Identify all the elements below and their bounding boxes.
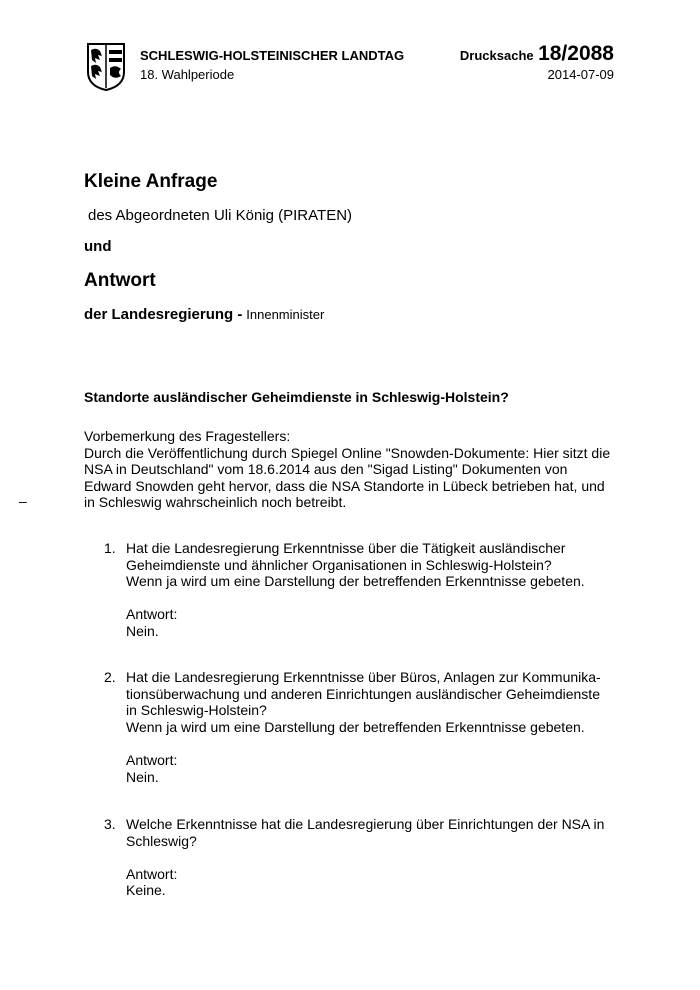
und-line: und (84, 238, 112, 255)
answer-label: Antwort: (126, 751, 178, 768)
question-line: tionsüberwachung und anderen Einrichtungen ausländischer Geheimdienste (126, 685, 600, 702)
document-date: 2014-07-09 (547, 67, 614, 82)
margin-mark: – (19, 493, 27, 509)
question-line: Hat die Landesregierung Erkenntnisse über die Tätigkeit ausländischer (126, 540, 566, 556)
legislative-period: 18. Wahlperiode (140, 67, 235, 82)
question-number: 3. (104, 816, 116, 832)
answer-text: Keine. (126, 882, 166, 899)
question-line: Schleswig? (126, 832, 197, 849)
drucksache-number: 18/2088 (538, 42, 614, 65)
answer-text: Nein. (126, 622, 159, 639)
question-number: 2. (104, 669, 116, 685)
question-line: in Schleswig-Holstein? (126, 702, 267, 719)
preface (84, 428, 624, 511)
subject-title: Standorte ausländischer Geheimdienste in Schleswig-Holstein? (84, 389, 509, 405)
answer-label: Antwort: (126, 606, 178, 623)
question-number: 1. (104, 540, 116, 556)
kleine-anfrage-heading: Kleine Anfrage (84, 171, 218, 192)
government-line (84, 306, 324, 323)
question-line: Wenn ja wird um eine Darstellung der betreffenden Erkenntnisse gebeten. (126, 718, 585, 735)
organization-name: SCHLESWIG-HOLSTEINISCHER LANDTAG (140, 48, 405, 63)
antwort-heading: Antwort (84, 270, 156, 291)
question-line: Geheimdienste und ähnlicher Organisationen in Schleswig-Holstein? (126, 556, 552, 573)
question-line: Wenn ja wird um eine Darstellung der betreffenden Erkenntnisse gebeten. (126, 573, 585, 590)
question-line: Hat die Landesregierung Erkenntnisse über Büros, Anlagen zur Kommunika- (126, 669, 601, 685)
preface-line: Edward Snowden geht hervor, dass die NSA Standorte in Lübeck betrieben hat, und (84, 477, 605, 494)
drucksache-label: Drucksache (459, 48, 534, 63)
author-line: des Abgeordneten Uli König (PIRATEN) (88, 207, 353, 224)
preface-line: NSA in Deutschland" vom 18.6.2014 aus den "Sigad Listing" Dokumenten von (84, 461, 568, 478)
government-label: der Landesregierung - (84, 306, 243, 323)
answer-text: Nein. (126, 768, 159, 785)
landtag-crest-logo (86, 42, 126, 92)
preface-line: in Schleswig wahrscheinlich noch betreibt. (84, 494, 347, 511)
preface-line: Durch die Veröffentlichung durch Spiegel Online "Snowden-Dokumente: Hier sitzt die (84, 444, 611, 461)
preface-heading: Vorbemerkung des Fragestellers: (84, 428, 291, 444)
drucksache-reference (460, 42, 614, 66)
answer-label: Antwort: (126, 865, 178, 882)
question-line: Welche Erkenntnisse hat die Landesregierung über Einrichtungen der NSA in (126, 816, 605, 832)
ministry-name: Innenminister (246, 307, 325, 322)
